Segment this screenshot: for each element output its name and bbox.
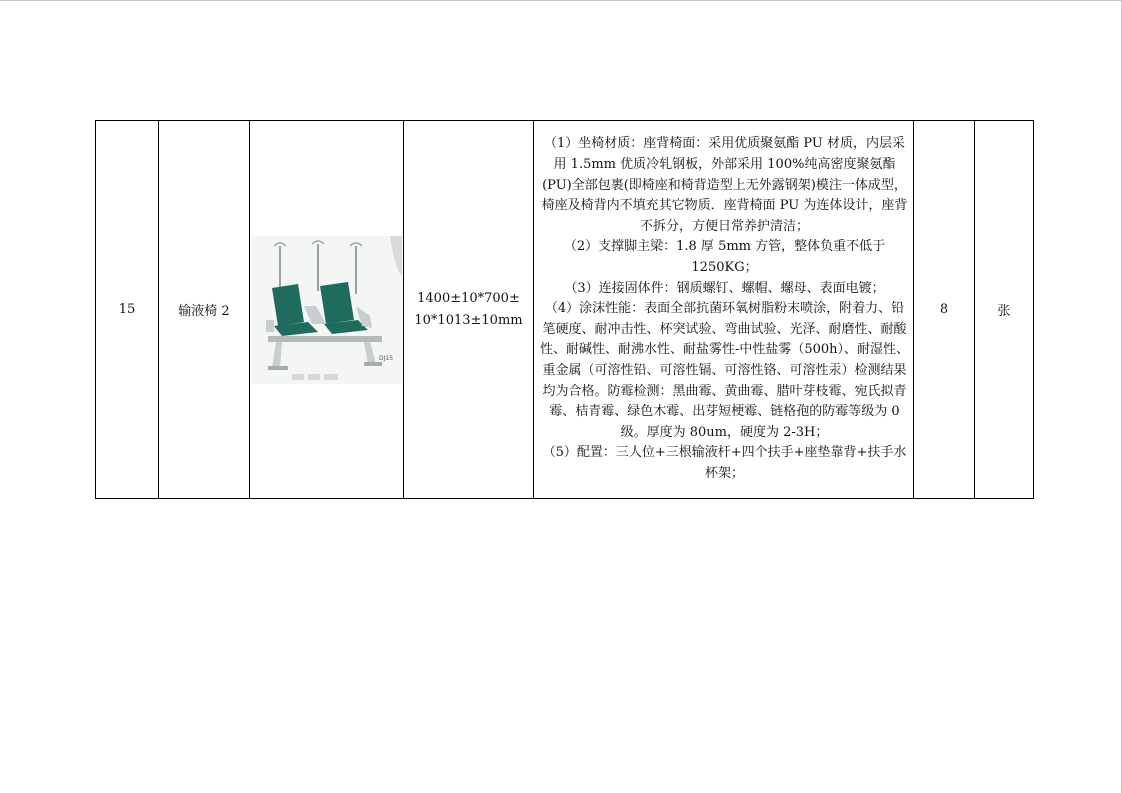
description-paragraph: （2）支撑脚主梁：1.8 厚 5mm 方管，整体负重不低于 1250KG； <box>563 239 886 276</box>
description-paragraph: （1）坐椅材质：座背椅面：采用优质聚氨酯 PU 材质，内层采用 1.5mm 优质冷轧钢板，外部采用 100%纯高密度聚氨酯(PU)全部包裹(即椅座和椅背造型上无外露钢架)模注一体成型，椅座及椅背内不填充其它物质．座背椅面 PU 为连体设计，座背不拆分，方便日常养护清洁； <box>541 136 908 234</box>
description-paragraph: （5）配置：三人位+三根输液杆+四个扶手+座垫靠背+扶手水杯架； <box>542 445 907 481</box>
item-size-cell <box>404 121 534 499</box>
description-paragraph: （3）连接固体件：钢质螺钉、螺帽、螺母、表面电镀； <box>564 280 885 296</box>
description-paragraph: （4）涂沫性能：表面全部抗菌环氧树脂粉末喷涂，附着力、铅笔硬度、耐冲击性、杯突试验、弯曲试验、光泽、耐磨性、耐酸性、耐碱性、耐沸水性、耐盐雾性-中性盐雾（500h）、耐湿性、重金属（可溶性铅、可溶性镉、可溶性铬、可溶性汞）检测结果均为合格。防霉检测：黑曲霉、黄曲霉、腊叶芽枝霉、宛氏拟青霉、桔青霉、绿色木霉、出芽短梗霉、链格孢的防霉等级为 0 级。厚度为 80um，硬度为 2-3H； <box>539 301 910 440</box>
page-border-top <box>0 0 1121 1</box>
item-number: 15 <box>96 121 159 499</box>
model-tag: DJ15 <box>378 354 393 362</box>
spec-table <box>95 120 1034 499</box>
table-row <box>96 121 1034 499</box>
item-size-line-2: 10*1013±10mm <box>414 312 523 328</box>
item-name: 输液椅 2 <box>159 121 250 499</box>
item-unit: 张 <box>975 121 1034 499</box>
item-size-line-1: 1400±10*700± <box>417 290 520 306</box>
item-quantity: 8 <box>914 121 975 499</box>
infusion-chair-image <box>252 236 402 384</box>
item-description-cell <box>534 121 914 499</box>
item-image-cell <box>250 121 404 499</box>
